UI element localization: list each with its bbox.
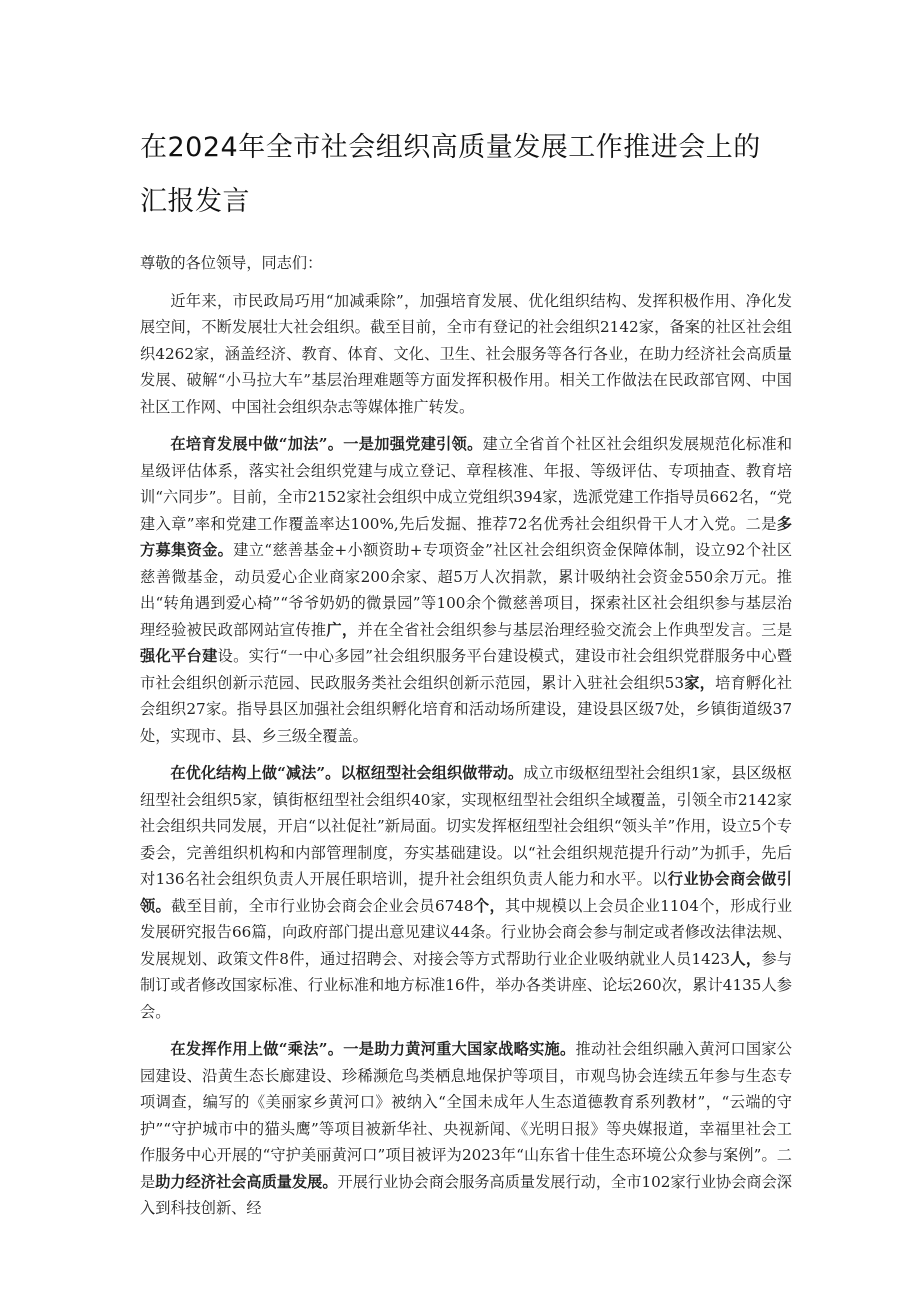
bold-heading: 在发挥作用上做“乘法”。一是助力黄河重大国家战略实施。 — [170, 1040, 576, 1058]
bold-text: 家， — [683, 673, 716, 692]
bold-text: 人， — [730, 949, 762, 968]
bold-text: 广， — [326, 620, 358, 639]
paragraph-intro: 近年来，市民政局巧用“加减乘除”，加强培育发展、优化组织结构、发挥积极作用、净化发展空间，不断发展壮大社会组织。截至目前，全市有登记的社会组织2142家，备案的社区社会组织4262家，涵盖经济、教育、体育、文化、卫生、社会服务等各行各业，在助力经济社会高质量发展、破解“小马拉大车”基层治理难题等方面发挥积极作用。相关工作做法在民政部官网、中国社区工作网、中国社会组织杂志等媒体推广转发。 — [140, 291, 792, 416]
paragraph-subtraction — [140, 760, 792, 1025]
bold-heading: 在优化结构上做“减法”。以枢纽型社会组织做带动。 — [170, 764, 524, 782]
paragraph-text: 开展行业协会商会服务高质量发展行动，全市102家行业协会商会深入到科技创新、经 — [140, 1172, 792, 1217]
paragraph-text: 建立全省首个社区社会组织发展规范化标准和星级评估体系，落实社会组织党建与成立登记、章程核准、年报、等级评估、专项抽查、教育培训“六同步”。目前，全市2152家社会组织中成立党组织394家，选派党建工作指导员662名，“党建入章”率和党建工作覆盖率达100%,先后发掘、推荐72名优秀社会组织骨干人才入党。二是 — [140, 435, 793, 533]
document-title — [140, 0, 792, 229]
title-line-2: 汇报发言 — [140, 186, 250, 217]
paragraph-text: 其中规模以上会员企业1104个，形成行业发展研究报告66篇，向政府部门提出意见建议44条。行业协会商会参与制定或者修改法律法规、发展规划、政策文件8件，通过招聘会、对接会等方式帮助行业企业吸纳就业人员1423 — [140, 896, 793, 968]
paragraph-text: 设。实行“一中心多园”社会组织服务平台建设模式，建设市社会组织党群服务中心暨市社会组织创新示范园、民政服务类社会组织创新示范园，累计入驻社会组织53 — [140, 647, 792, 692]
bold-heading: 助力经济社会高质量发展。 — [155, 1172, 338, 1191]
paragraph-addition — [140, 431, 792, 749]
bold-heading: 行业协会商会做引领。 — [140, 870, 792, 915]
bold-text: 个， — [473, 896, 505, 915]
paragraph-multiplication — [140, 1036, 792, 1222]
paragraph-text: 参与制订或者修改国家标准、行业标准和地方标准16件，举办各类讲座、论坛260次，累计4135人参会。 — [140, 949, 793, 1021]
paragraph-text: 截至目前，全市行业协会商会企业会员6748 — [171, 896, 474, 915]
paragraph-text: 培育孵化社会组织27家。指导县区加强社会组织孵化培育和活动场所建设，建设县区级7处，乡镇街道级37处，实现市、县、乡三级全覆盖。 — [140, 673, 793, 745]
title-line-1: 在2024年全市社会组织高质量发展工作推进会上的 — [140, 132, 761, 163]
paragraph-text: 推动社会组织融入黄河口国家公园建设、沿黄生态长廊建设、珍稀濒危鸟类栖息地保护等项目，市观鸟协会连续五年参与生态专项调查，编写的《美丽家乡黄河口》被纳入“全国未成年人生态道德教育系列教材”，“云端的守护”“守护城市中的猫头鹰”等项目被新华社、央视新闻、《光明日报》等央媒报道，幸福里社会工作服务中心开展的“守护美丽黄河口”项目被评为2023年“山东省十佳生态环境公众参与案例”。二是 — [140, 1040, 792, 1191]
bold-heading: 强化平台建 — [140, 647, 218, 665]
bold-heading: 在培育发展中做“加法”。一是加强党建引领。 — [170, 435, 483, 453]
bold-heading: 多方募集资金。 — [140, 514, 792, 559]
paragraph-text: 建立“慈善基金+小额资助+专项资金”社区社会组织资金保障体制，设立92个社区慈善微基金，动员爱心企业商家200余家、超5万人次捐款，累计吸纳社会资金550余万元。推出“转角遇到爱心椅”“爷爷奶奶的微景园”等100余个微慈善项目，探索社区社会组织参与基层治理经验被民政部网站宣传推 — [140, 541, 793, 639]
paragraph-text: 成立市级枢纽型社会组织1家，县区级枢纽型社会组织5家，镇街枢纽型社会组织40家，实现枢纽型社会组织全域覆盖，引领全市2142家社会组织共同发展，开启“以社促社”新局面。切实发挥枢纽型社会组织“领头羊”作用，设立5个专委会，完善组织机构和内部管理制度，夯实基础建设。以“社会组织规范提升行动”为抓手，先后对136名社会组织负责人开展任职培训，提升社会组织负责人能力和水平。以 — [140, 764, 792, 888]
salutation: 尊敬的各位领导，同志们： — [140, 254, 323, 272]
paragraph-text: 并在全省社会组织参与基层治理经验交流会上作典型发言。三是 — [357, 620, 793, 639]
